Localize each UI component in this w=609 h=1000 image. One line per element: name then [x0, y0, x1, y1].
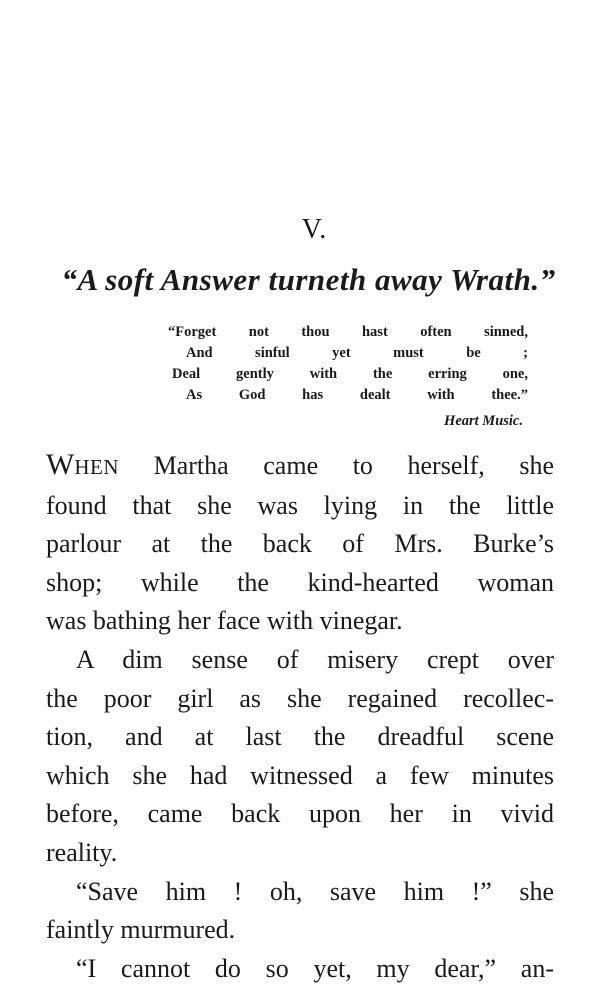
epigraph-source: Heart Music.: [444, 413, 523, 429]
chapter-title: “A soft Answer turneth away Wrath.”: [61, 262, 556, 297]
paragraph-2: [46, 641, 554, 873]
epigraph: [168, 322, 528, 406]
smallcaps-text: HEN: [74, 455, 119, 479]
epigraph-line: And sinful yet must be ;: [186, 345, 528, 361]
dropcap-letter: W: [46, 448, 75, 481]
epigraph-line: “Forget not thou hast often sinned,: [168, 324, 528, 340]
text-line: “I cannot do so yet, my dear,” an-: [76, 953, 554, 983]
text-line: reality.: [46, 837, 118, 867]
text-line: A dim sense of misery crept over: [76, 644, 554, 674]
text-line: found that she was lying in the little: [46, 490, 554, 520]
text-line: [46, 446, 554, 487]
text-line: faintly murmured.: [46, 915, 236, 945]
dropcap-word: [46, 448, 119, 481]
text-line: “Save him ! oh, save him !” she: [76, 876, 554, 906]
text-line: which she had witnessed a few minutes: [46, 760, 554, 790]
text-line: before, came back upon her in vivid: [46, 799, 554, 829]
text-line: was bathing her face with vinegar.: [46, 606, 403, 636]
text-line: shop; while the kind-hearted woman: [46, 567, 554, 597]
text-line: tion, and at last the dreadful scene: [46, 722, 554, 752]
text-line: the poor girl as she regained recollec-: [46, 683, 554, 713]
paragraph-3: [46, 873, 554, 950]
body-text: [46, 446, 554, 988]
epigraph-line: As God has dealt with thee.”: [186, 387, 528, 403]
text-run: Martha came to herself, she: [153, 451, 555, 480]
chapter-number: V.: [301, 214, 328, 245]
paragraph-1: [46, 446, 554, 641]
epigraph-line: Deal gently with the erring one,: [172, 366, 528, 382]
text-line: parlour at the back of Mrs. Burke’s: [46, 529, 554, 559]
paragraph-4: [46, 950, 554, 989]
